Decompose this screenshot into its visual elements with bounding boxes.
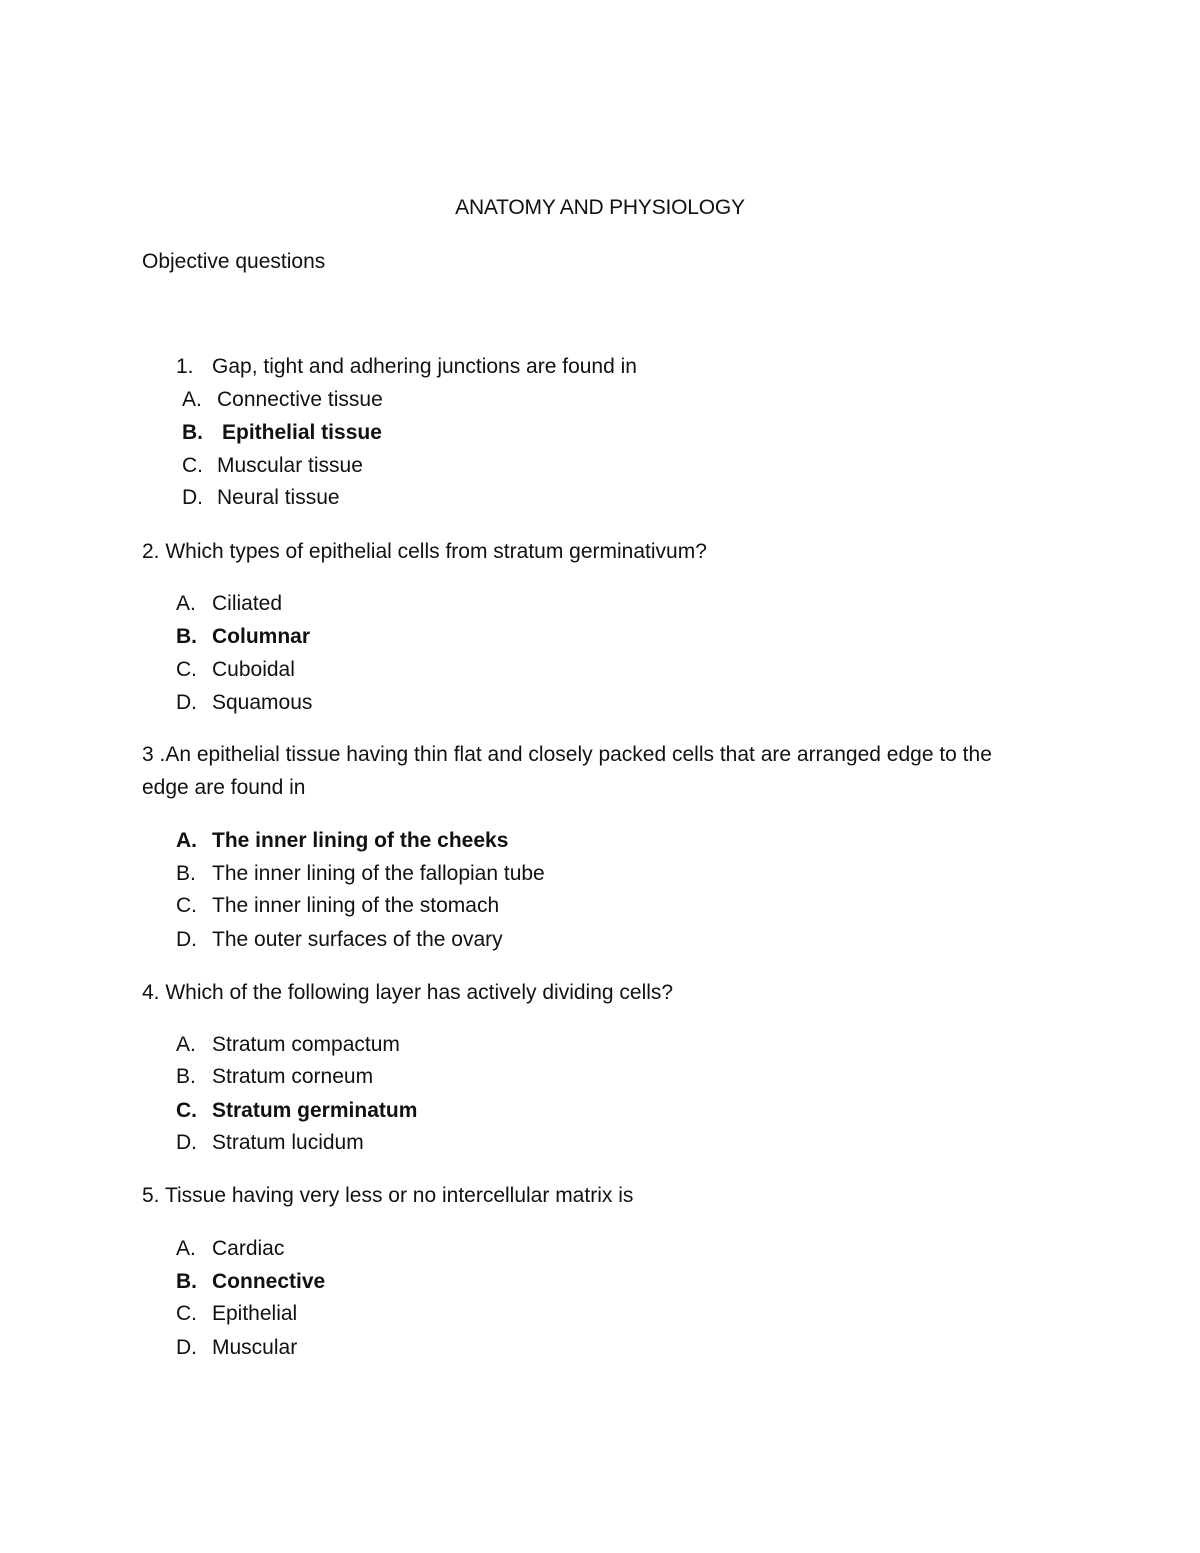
q1-option-d-text: Neural tissue (217, 486, 340, 509)
q3-option-a-letter: A. (176, 829, 197, 852)
q1-option-c-text: Muscular tissue (217, 454, 363, 477)
q2-option-d-letter: D. (176, 691, 197, 714)
q2-option-b-text: Columnar (212, 625, 311, 648)
q2-option-a-letter: A. (176, 592, 196, 615)
q1-option-a-letter: A. (182, 388, 202, 411)
q4-option-a-text: Stratum compactum (212, 1033, 400, 1056)
q5-option-c-text: Epithelial (212, 1302, 298, 1325)
q2-option-c-letter: C. (176, 658, 197, 681)
q3-option-c-text: The inner lining of the stomach (212, 894, 500, 917)
question-3-text-line-2: edge are found in (142, 776, 306, 799)
q2-option-d-text: Squamous (212, 691, 313, 714)
q5-option-a-letter: A. (176, 1237, 196, 1260)
q1-option-b-text: Epithelial tissue (222, 421, 382, 444)
question-5-text: 5. Tissue having very less or no intercellular matrix is (142, 1184, 634, 1207)
q5-option-a-text: Cardiac (212, 1237, 285, 1260)
q3-option-c-letter: C. (176, 894, 197, 917)
q4-option-a-letter: A. (176, 1033, 196, 1056)
q4-option-d-letter: D. (176, 1131, 197, 1154)
q5-option-d-text: Muscular (212, 1336, 298, 1359)
q1-option-a-text: Connective tissue (217, 388, 383, 411)
question-1-text: Gap, tight and adhering junctions are found in (212, 355, 637, 378)
q4-option-c-letter: C. (176, 1099, 197, 1122)
question-3-text-line-1: 3 .An epithelial tissue having thin flat and closely packed cells that are arranged edge to the (142, 743, 992, 766)
q1-option-b-letter: B. (182, 421, 203, 444)
q5-option-c-letter: C. (176, 1302, 197, 1325)
q3-option-d-text: The outer surfaces of the ovary (212, 928, 503, 951)
q4-option-b-text: Stratum corneum (212, 1065, 374, 1088)
q3-option-b-letter: B. (176, 862, 196, 885)
q5-option-d-letter: D. (176, 1336, 197, 1359)
q5-option-b-letter: B. (176, 1270, 197, 1293)
question-1-number: 1. (176, 355, 194, 378)
page-title: ANATOMY AND PHYSIOLOGY (455, 196, 745, 219)
q2-option-a-text: Ciliated (212, 592, 283, 615)
q2-option-c-text: Cuboidal (212, 658, 295, 681)
q1-option-c-letter: C. (182, 454, 203, 477)
question-4-text: 4. Which of the following layer has actively dividing cells? (142, 981, 674, 1004)
q4-option-c-text: Stratum germinatum (212, 1099, 418, 1122)
page-subtitle: Objective questions (142, 250, 326, 273)
question-2-text: 2. Which types of epithelial cells from stratum germinativum? (142, 540, 707, 563)
q2-option-b-letter: B. (176, 625, 197, 648)
q4-option-b-letter: B. (176, 1065, 196, 1088)
q3-option-d-letter: D. (176, 928, 197, 951)
q3-option-a-text: The inner lining of the cheeks (212, 829, 509, 852)
q4-option-d-text: Stratum lucidum (212, 1131, 364, 1154)
q1-option-d-letter: D. (182, 486, 203, 509)
q3-option-b-text: The inner lining of the fallopian tube (212, 862, 545, 885)
q5-option-b-text: Connective (212, 1270, 326, 1293)
